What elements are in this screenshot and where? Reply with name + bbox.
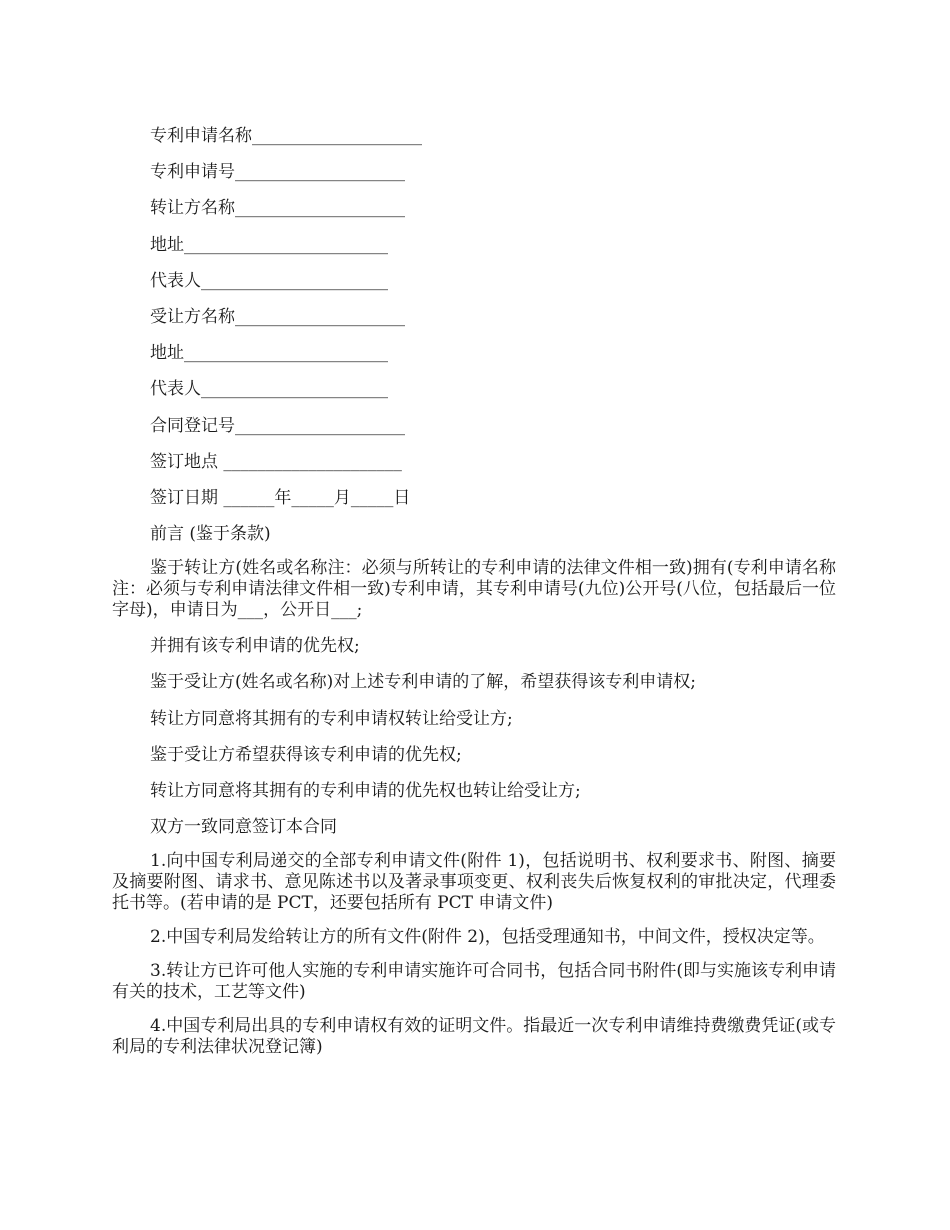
list-item: 1.向中国专利局递交的全部专利申请文件(附件 1)，包括说明书、权利要求书、附图、摘要及摘要附图、请求书、意见陈述书以及著录事项变更、权利丧失后恢复权利的审批决定，代理委托书等。(若申请的是 PCT，还要包括所有 PCT 申请文件) xyxy=(112,851,836,914)
recital-paragraph: 转让方同意将其拥有的专利申请的优先权也转让给受让方; xyxy=(150,781,581,801)
recital-paragraph: 并拥有该专利申请的优先权; xyxy=(150,636,360,657)
recital-paragraph: 转让方同意将其拥有的专利申请权转让给受让方; xyxy=(150,708,513,729)
list-item: 2.中国专利局发给转让方的所有文件(附件 2)，包括受理通知书，中间文件，授权决定等。 xyxy=(150,927,825,948)
recital-paragraph: 鉴于受让方希望获得该专利申请的优先权; xyxy=(150,744,462,765)
field-contract-registration-number: 合同登记号____________________ xyxy=(150,415,405,436)
recital-paragraph: 鉴于受让方(姓名或名称)对上述专利申请的了解，希望获得该专利申请权; xyxy=(150,672,696,693)
recital-paragraph: 鉴于转让方(姓名或名称注：必须与所转让的专利申请的法律文件相一致)拥有(专利申请名称注：必须与专利申请法律文件相一致)专利申请，其专利申请号(九位)公开号(八位，包括最后一位字母)，申请日为___，公开日___; xyxy=(112,558,836,621)
preface-heading: 前言 (鉴于条款) xyxy=(150,524,271,545)
field-signing-place: 签订地点 _____________________ xyxy=(150,451,402,472)
field-patent-application-number: 专利申请号____________________ xyxy=(150,162,405,183)
field-assignor-representative: 代表人______________________ xyxy=(150,270,388,291)
field-assignor-address: 地址________________________ xyxy=(150,234,388,255)
field-patent-application-name: 专利申请名称____________________ xyxy=(150,126,422,146)
field-assignee-name: 受让方名称____________________ xyxy=(150,306,405,327)
list-item: 3.转让方已许可他人实施的专利申请实施许可合同书，包括合同书附件(即与实施该专利申请有关的技术，工艺等文件) xyxy=(112,961,836,1003)
field-signing-date: 签订日期 ______年_____月_____日 xyxy=(150,487,411,508)
recital-paragraph: 双方一致同意签订本合同 xyxy=(150,817,337,838)
field-assignee-representative: 代表人______________________ xyxy=(150,379,388,400)
field-assignee-address: 地址________________________ xyxy=(150,343,388,364)
document-page xyxy=(112,124,836,1071)
field-assignor-name: 转让方名称____________________ xyxy=(150,198,405,219)
list-item: 4.中国专利局出具的专利申请权有效的证明文件。指最近一次专利申请维持费缴费凭证(或专利局的专利法律状况登记簿) xyxy=(112,1016,836,1058)
